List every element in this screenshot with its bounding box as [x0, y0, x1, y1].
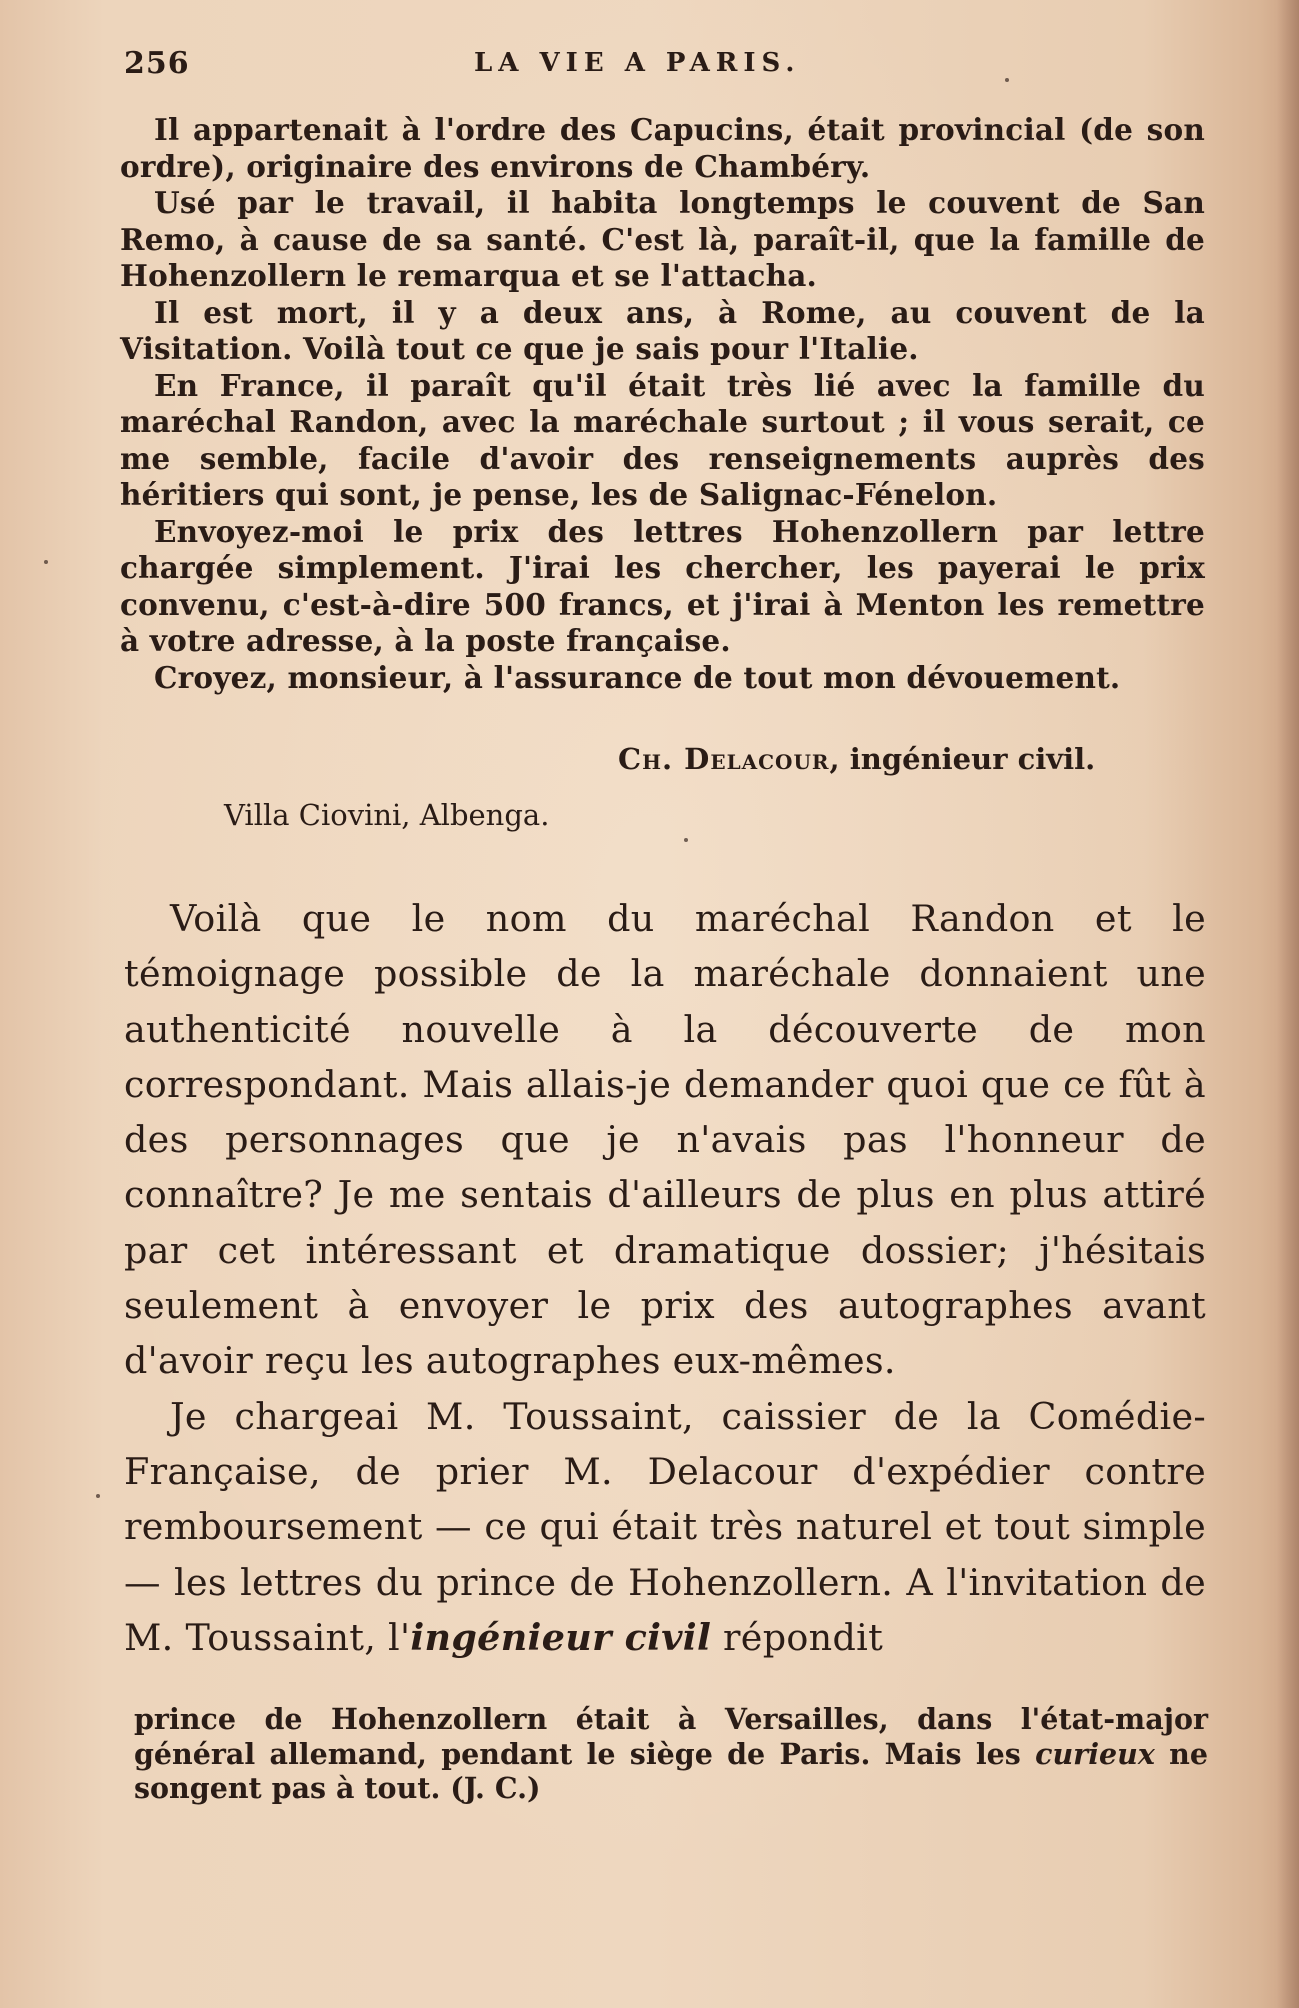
letter-paragraph: Il appartenait à l'ordre des Capucins, était provincial (de son ordre), originaire des environs de Chambéry. — [120, 112, 1205, 184]
letter-place: Villa Ciovini, Albenga. — [224, 798, 550, 832]
quoted-letter — [120, 112, 1205, 696]
letter-paragraph: Croyez, monsieur, à l'assurance de tout mon dévouement. — [154, 659, 1121, 695]
paper-speck — [1005, 78, 1009, 82]
letter-paragraph: Il est mort, il y a deux ans, à Rome, au couvent de la Visitation. Voilà tout ce que je sais pour l'Italie. — [120, 294, 1205, 366]
footnote-text-start: prince de Hohenzollern était à Versailles, dans l'état-major général allemand, pendant le siège de Paris. Mais les — [134, 1702, 1208, 1771]
page-header — [124, 46, 1209, 86]
footnote-text — [134, 1702, 1208, 1806]
body-italic-text: ingénieur civil — [410, 1615, 712, 1659]
paper-speck — [44, 560, 48, 564]
body-paragraph — [124, 1389, 1206, 1665]
body-paragraph-text: Je chargeai M. Toussaint, caissier de la Comédie-Française, de prier M. Delacour d'expédier contre remboursement — ce qui était très naturel et tout simple — les lettres du prince de Hohenzollern. A l'invitation de M. Toussaint, l' — [124, 1394, 1206, 1659]
signature-title: , ingénieur civil. — [829, 742, 1096, 776]
paper-speck — [684, 838, 688, 842]
letter-paragraph: En France, il paraît qu'il était très lié avec la famille du maréchal Randon, avec la maréchale surtout ; il vous serait, ce me semble, facile d'avoir des renseignements auprès des héritiers qui sont, je pense, les de Salignac-Fénelon. — [120, 367, 1205, 512]
footnote — [134, 1702, 1208, 1806]
letter-paragraph: Usé par le travail, il habita longtemps le couvent de San Remo, à cause de sa santé. C'est là, paraît-il, que la famille de Hohenzollern le remarqua et se l'attacha. — [120, 185, 1205, 293]
page-edge-shadow — [1277, 0, 1299, 2008]
letter-paragraph: Envoyez-moi le prix des lettres Hohenzollern par lettre chargée simplement. J'irai les chercher, les payerai le prix convenu, c'est-à-dire 500 francs, et j'irai à Menton les remettre à votre adresse, à la poste française. — [120, 513, 1205, 658]
footnote-italic: curieux — [1035, 1736, 1155, 1771]
running-title: LA VIE A PARIS. — [474, 48, 801, 78]
signature-name: Ch. Delacour — [618, 742, 830, 776]
body-paragraph-text: répondit — [711, 1615, 884, 1659]
footnote-text-end: ne songent pas à tout. (J. C.) — [134, 1736, 1209, 1805]
body-paragraph: Voilà que le nom du maréchal Randon et le témoignage possible de la maréchale donnaient une authenticité nouvelle à la découverte de mon correspondant. Mais allais-je demander quoi que ce fût à des personnages que je n'avais pas l'honneur de connaître? Je me sentais d'ailleurs de plus en plus attiré par cet intéressant et dramatique dossier; j'hésitais seulement à envoyer le prix des autographes avant d'avoir reçu les autographes eux-mêmes. — [124, 897, 1206, 1383]
letter-signature — [618, 742, 1095, 776]
page-number: 256 — [124, 46, 190, 81]
paper-speck — [96, 1494, 100, 1498]
main-text — [124, 891, 1206, 1665]
